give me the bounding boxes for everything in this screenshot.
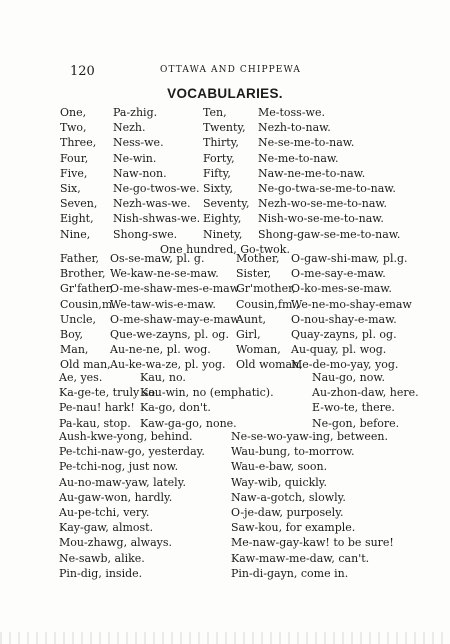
adverbs-cell: Kaw-maw-me-daw, can't. xyxy=(231,551,370,565)
numbers-row xyxy=(0,181,450,196)
relations-cell: Boy, xyxy=(60,328,83,341)
adverbs-cell: Au-gaw-won, hardly. xyxy=(59,490,173,504)
adverbs-cell: Wau-bung, to-morrow. xyxy=(231,445,355,459)
adverbs-cell: Pin-di-gayn, come in. xyxy=(231,566,349,580)
numbers-cell: Eighty, xyxy=(203,212,242,226)
relations-cell: Cousin,fm., xyxy=(236,297,300,311)
relations-cell: O-me-say-e-maw. xyxy=(291,267,386,281)
numbers-cell: Nish-wo-se-me-to-naw. xyxy=(258,212,384,226)
relations-cell: Os-se-maw, pl. g. xyxy=(110,252,205,265)
adverbs-cell: Au-pe-tchi, very. xyxy=(59,506,150,519)
phrases-row xyxy=(0,385,450,400)
numbers-cell: Thirty, xyxy=(203,136,239,150)
numbers-cell: Ne-me-to-naw. xyxy=(258,151,339,165)
numbers-cell: Nezh. xyxy=(113,121,146,135)
numbers-cell: Forty, xyxy=(203,151,235,165)
phrases-cell: Au-zhon-daw, here. xyxy=(312,386,419,400)
numbers-cell: Shong-swe. xyxy=(113,227,178,241)
phrases-cell: Pe-nau! hark! xyxy=(59,401,135,415)
numbers-cell: Nish-shwas-we. xyxy=(113,212,201,226)
adverbs-cell: Ne-sawb, alike. xyxy=(59,551,145,565)
numbers-row xyxy=(0,135,450,150)
relations-cell: Father, xyxy=(60,252,100,265)
phrases-row xyxy=(0,370,450,385)
relations-cell: We-ne-mo-shay-emaw xyxy=(291,297,412,311)
adverbs-cell: Kay-gaw, almost. xyxy=(59,521,154,535)
numbers-cell: Seventy, xyxy=(203,197,250,211)
numbers-cell: Naw-ne-me-to-naw. xyxy=(258,166,366,180)
relations-cell: O-ko-mes-se-maw. xyxy=(291,282,392,296)
numbers-cell: Eight, xyxy=(60,212,94,226)
relations-cell: Woman, xyxy=(236,343,281,357)
numbers-cell: Ne-go-twa-se-me-to-naw. xyxy=(258,182,396,195)
numbers-cell: Naw-non. xyxy=(113,166,167,180)
numbers-row xyxy=(0,151,450,166)
phrases-cell: Pa-kau, stop. xyxy=(59,416,131,430)
relations-cell: O-me-shaw-mes-e-maw. xyxy=(110,282,242,296)
relations-cell: Girl, xyxy=(236,328,261,341)
adverbs-cell: Mou-zhawg, always. xyxy=(59,536,172,550)
relations-cell: Uncle, xyxy=(60,312,97,326)
numbers-cell: Nezh-was-we. xyxy=(113,197,191,211)
adverbs-cell: Wau-e-baw, soon. xyxy=(231,460,328,474)
numbers-cell: Seven, xyxy=(60,197,98,211)
adverbs-row xyxy=(0,459,450,474)
phrases-cell: Ka-ge-te, truly so. xyxy=(59,386,159,400)
adverbs-row xyxy=(0,475,450,490)
numbers-cell: Fifty, xyxy=(203,166,231,180)
numbers-cell: Ness-we. xyxy=(113,136,164,150)
adverbs-cell: Pe-tchi-nog, just now. xyxy=(59,460,179,474)
numbers-row xyxy=(0,166,450,181)
numbers-cell: Nine, xyxy=(60,227,91,241)
numbers-cell: Twenty, xyxy=(203,121,246,135)
adverbs-cell: Pin-dig, inside. xyxy=(59,566,143,580)
relations-cell: Man, xyxy=(60,343,89,357)
adverbs-cell: Naw-a-gotch, slowly. xyxy=(231,490,346,504)
numbers-cell: Nezh-to-naw. xyxy=(258,121,331,135)
relations-cell: We-taw-wis-e-maw. xyxy=(110,297,216,311)
adverbs-row xyxy=(0,520,450,535)
phrases-cell: Kaw-ga-go, none. xyxy=(140,416,237,430)
numbers-cell: Ne-go-twos-we. xyxy=(113,182,200,195)
adverbs-cell: Aush-kwe-yong, behind. xyxy=(59,430,193,443)
adverbs-cell: Au-no-maw-yaw, lately. xyxy=(59,475,186,489)
relations-cell: Old woman, xyxy=(236,358,303,372)
relations-cell: Old man, xyxy=(60,358,111,372)
relations-cell: Gr'mother, xyxy=(236,282,296,296)
numbers-row xyxy=(0,120,450,135)
adverbs-row xyxy=(0,535,450,550)
numbers-cell: Ne-se-me-to-naw. xyxy=(258,136,355,150)
relations-cell: O-gaw-shi-maw, pl.g. xyxy=(291,252,408,265)
adverbs-cell: Ne-se-wo-yaw-ing, between. xyxy=(231,430,389,443)
relations-cell: Au-ke-wa-ze, pl. yog. xyxy=(110,358,226,372)
relations-row xyxy=(0,342,450,357)
page-header xyxy=(0,64,450,80)
adverbs-row xyxy=(0,551,450,566)
numbers-row xyxy=(0,196,450,211)
phrases-cell: Nau-go, now. xyxy=(312,371,385,384)
numbers-cell: Three, xyxy=(60,136,97,150)
phrases-row xyxy=(0,400,450,415)
relations-cell: Brother, xyxy=(60,267,106,281)
numbers-row xyxy=(0,227,450,242)
numbers-row xyxy=(0,211,450,226)
relations-cell: Gr'father, xyxy=(60,282,114,296)
adverbs-cell: Pe-tchi-naw-go, yesterday. xyxy=(59,445,205,459)
numbers-row xyxy=(0,105,450,120)
section-title: VOCABULARIES. xyxy=(167,86,283,101)
relations-cell: Que-we-zayns, pl. og. xyxy=(110,328,229,341)
relations-row xyxy=(0,266,450,281)
numbers-cell: Pa-zhig. xyxy=(113,106,158,119)
numbers-cell: Five, xyxy=(60,166,88,180)
numbers-cell: Six, xyxy=(60,182,81,195)
numbers-cell: Me-toss-we. xyxy=(258,106,325,119)
adverbs-row xyxy=(0,505,450,520)
phrases-cell: E-wo-te, there. xyxy=(312,401,395,415)
relations-row xyxy=(0,297,450,312)
relations-cell: Me-de-mo-yay, yog. xyxy=(291,358,399,372)
relations-cell: O-me-shaw-may-e-maw xyxy=(110,312,240,326)
relations-row xyxy=(0,281,450,296)
adverbs-cell: Saw-kou, for example. xyxy=(231,521,356,535)
numbers-cell: Two, xyxy=(60,121,87,135)
numbers-cell: Ne-win. xyxy=(113,151,157,165)
adverbs-cell: Me-naw-gay-kaw! to be sure! xyxy=(231,536,394,550)
relations-row xyxy=(0,251,450,266)
relations-cell: Mother, xyxy=(236,252,280,265)
numbers-cell: Ninety, xyxy=(203,227,243,241)
relations-cell: Au-ne-ne, pl. wog. xyxy=(110,343,211,357)
numbers-cell: Four, xyxy=(60,151,89,165)
running-head: OTTAWA AND CHIPPEWA xyxy=(160,65,301,75)
relations-cell: We-kaw-ne-se-maw. xyxy=(110,267,219,281)
phrases-cell: Kau, no. xyxy=(140,371,186,384)
relations-row xyxy=(0,312,450,327)
adverbs-row xyxy=(0,429,450,444)
phrases-cell: Kau-win, no (emphatic). xyxy=(140,386,274,400)
adverbs-row xyxy=(0,490,450,505)
phrases-cell: Ne-gon, before. xyxy=(312,416,400,430)
adverbs-cell: O-je-daw, purposely. xyxy=(231,506,344,519)
adverbs-cell: Way-wib, quickly. xyxy=(231,475,328,489)
relations-cell: Aunt, xyxy=(236,312,267,326)
hundred-line: One hundred, Go-twok. xyxy=(160,242,290,256)
page-edge-texture xyxy=(0,632,450,644)
relations-cell: O-nou-shay-e-maw. xyxy=(291,312,397,326)
relations-cell: Sister, xyxy=(236,267,272,281)
adverbs-row xyxy=(0,444,450,459)
relations-cell: Quay-zayns, pl. og. xyxy=(291,328,397,341)
numbers-cell: One, xyxy=(60,106,87,119)
adverbs-row xyxy=(0,566,450,581)
relations-row xyxy=(0,327,450,342)
numbers-cell: Ten, xyxy=(203,106,227,119)
phrases-cell: Ae, yes. xyxy=(59,371,103,384)
numbers-cell: Nezh-wo-se-me-to-naw. xyxy=(258,197,388,211)
numbers-cell: Sixty, xyxy=(203,182,233,195)
phrases-cell: Ka-go, don't. xyxy=(140,401,211,415)
relations-cell: Cousin,m. xyxy=(60,297,116,311)
numbers-cell: Shong-gaw-se-me-to-naw. xyxy=(258,227,401,241)
page-number: 120 xyxy=(70,64,95,79)
relations-cell: Au-quay, pl. wog. xyxy=(291,343,387,357)
